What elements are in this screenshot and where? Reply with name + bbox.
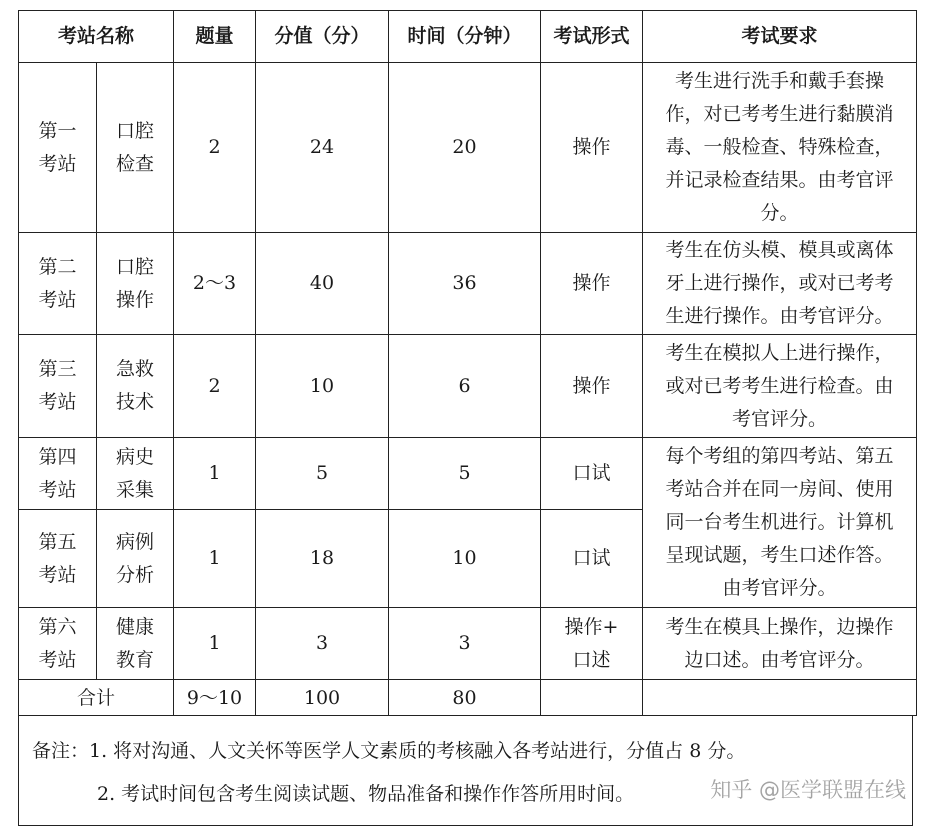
time-cell: 20 xyxy=(389,63,541,233)
total-row xyxy=(19,680,917,716)
count-cell: 1 xyxy=(174,438,256,510)
requirement-cell: 考生在模具上操作，边操作 边口述。由考官评分。 xyxy=(643,608,917,680)
header-requirement: 考试要求 xyxy=(643,11,917,63)
watermark: 知乎 @医学联盟在线 xyxy=(710,778,906,802)
score-cell: 5 xyxy=(256,438,389,510)
table-row xyxy=(19,233,917,335)
header-format: 考试形式 xyxy=(541,11,643,63)
content-cell: 口腔 检查 xyxy=(97,63,174,233)
time-cell: 3 xyxy=(389,608,541,680)
format-cell: 操作 xyxy=(541,335,643,438)
note-line-1: 备注：1. 将对沟通、人文关怀等医学人文素质的考核融入各考站进行，分值占 8 分。 xyxy=(32,740,746,762)
requirement-cell: 每个考组的第四考站、第五 考站合并在同一房间、使用 同一台考生机进行。计算机 呈现试题，考生口述作答。 由考官评分。 xyxy=(643,438,917,608)
total-score: 100 xyxy=(256,680,389,716)
content-cell: 病例 分析 xyxy=(97,510,174,608)
requirement-cell: 考生在仿头模、模具或离体 牙上进行操作，或对已考考 生进行操作。由考官评分。 xyxy=(643,233,917,335)
count-cell: 2 xyxy=(174,335,256,438)
count-cell: 2～3 xyxy=(174,233,256,335)
header-station-name: 考站名称 xyxy=(19,11,174,63)
time-cell: 5 xyxy=(389,438,541,510)
header-score: 分值（分） xyxy=(256,11,389,63)
table-row xyxy=(19,608,917,680)
content-cell: 急救 技术 xyxy=(97,335,174,438)
note-line-2: 2. 考试时间包含考生阅读试题、物品准备和操作作答所用时间。 xyxy=(97,783,635,805)
table-header-row xyxy=(19,11,917,63)
score-cell: 24 xyxy=(256,63,389,233)
requirement-cell: 考生进行洗手和戴手套操 作，对已考考生进行黏膜消 毒、一般检查、特殊检查， 并记录检查结果。由考官评 分。 xyxy=(643,63,917,233)
table-row xyxy=(19,335,917,438)
format-cell: 口试 xyxy=(541,438,643,510)
format-cell: 口试 xyxy=(541,510,643,608)
notes-box xyxy=(18,716,913,826)
content-cell: 病史 采集 xyxy=(97,438,174,510)
format-cell: 操作 xyxy=(541,63,643,233)
total-format-empty xyxy=(541,680,643,716)
score-cell: 3 xyxy=(256,608,389,680)
format-cell: 操作+ 口述 xyxy=(541,608,643,680)
content-cell: 口腔 操作 xyxy=(97,233,174,335)
station-cell: 第五 考站 xyxy=(19,510,97,608)
header-time: 时间（分钟） xyxy=(389,11,541,63)
exam-station-table xyxy=(18,10,917,716)
total-time: 80 xyxy=(389,680,541,716)
station-cell: 第二 考站 xyxy=(19,233,97,335)
total-count: 9～10 xyxy=(174,680,256,716)
content-cell: 健康 教育 xyxy=(97,608,174,680)
header-question-count: 题量 xyxy=(174,11,256,63)
station-cell: 第六 考站 xyxy=(19,608,97,680)
score-cell: 18 xyxy=(256,510,389,608)
time-cell: 10 xyxy=(389,510,541,608)
station-cell: 第四 考站 xyxy=(19,438,97,510)
count-cell: 1 xyxy=(174,608,256,680)
total-label: 合计 xyxy=(19,680,174,716)
station-cell: 第三 考站 xyxy=(19,335,97,438)
requirement-cell: 考生在模拟人上进行操作， 或对已考考生进行检查。由 考官评分。 xyxy=(643,335,917,438)
table-row xyxy=(19,438,917,510)
count-cell: 1 xyxy=(174,510,256,608)
format-cell: 操作 xyxy=(541,233,643,335)
score-cell: 10 xyxy=(256,335,389,438)
time-cell: 36 xyxy=(389,233,541,335)
station-cell: 第一 考站 xyxy=(19,63,97,233)
table-row xyxy=(19,63,917,233)
score-cell: 40 xyxy=(256,233,389,335)
total-requirement-empty xyxy=(643,680,917,716)
time-cell: 6 xyxy=(389,335,541,438)
exam-table-container xyxy=(18,10,916,826)
count-cell: 2 xyxy=(174,63,256,233)
